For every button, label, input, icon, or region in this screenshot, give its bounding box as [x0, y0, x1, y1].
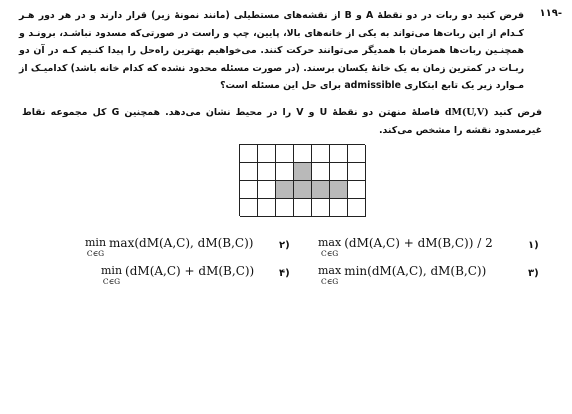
grid-cell	[312, 145, 330, 163]
grid-cell	[348, 199, 366, 217]
option-4-number: ۴)	[279, 268, 290, 279]
definition-suffix: فاصلهٔ منهتن دو نقطهٔ U و V را در محیط نشان می‌دهد. همچنین G کل مجموعه نقاط غیرمسدود نقشه را مشخص می‌کند.	[22, 107, 542, 136]
option-2[interactable]	[85, 237, 253, 258]
grid-cell	[240, 163, 258, 181]
grid-cell	[330, 199, 348, 217]
option-4[interactable]	[101, 265, 254, 286]
grid-cell	[348, 145, 366, 163]
definition-statement	[22, 104, 542, 139]
definition-prefix: فرض کنید	[493, 107, 543, 118]
option-3[interactable]	[318, 265, 486, 286]
option-1-number: ۱)	[528, 240, 539, 251]
manhattan-distance-symbol: dM(U,V)	[444, 107, 489, 118]
grid-cell	[258, 145, 276, 163]
map-grid	[239, 144, 365, 216]
grid-cell	[294, 199, 312, 217]
grid-cell	[276, 145, 294, 163]
grid-cell	[312, 199, 330, 217]
grid-cell	[330, 163, 348, 181]
option-3-number: ۳)	[528, 268, 539, 279]
grid-cell	[294, 145, 312, 163]
grid-cell	[348, 163, 366, 181]
grid-cell	[312, 163, 330, 181]
question-number: ۱۱۹-	[539, 8, 562, 19]
grid-cell-blocked	[312, 181, 330, 199]
grid-cell	[258, 163, 276, 181]
grid-cell	[276, 199, 294, 217]
grid-cell	[240, 199, 258, 217]
grid-cell-blocked	[330, 181, 348, 199]
grid-cell	[258, 181, 276, 199]
grid-cell-blocked	[294, 163, 312, 181]
grid-cell-blocked	[294, 181, 312, 199]
grid-cell-blocked	[276, 181, 294, 199]
option-4-expression: (dM(A,C) + dM(B,C))	[125, 264, 255, 278]
option-3-expression: min(dM(A,C), dM(B,C))	[344, 264, 487, 278]
grid-cell	[240, 145, 258, 163]
grid-cell	[276, 163, 294, 181]
option-2-expression: max(dM(A,C), dM(B,C))	[109, 236, 254, 250]
option-1-operator: max C∈G	[318, 236, 342, 258]
option-4-operator: min C∈G	[101, 264, 123, 286]
grid-cell	[348, 181, 366, 199]
option-1-expression: (dM(A,C) + dM(B,C)) / 2	[344, 236, 493, 250]
option-2-number: ۲)	[279, 240, 290, 251]
grid-cell	[330, 145, 348, 163]
problem-statement: فرض کنید دو ربات در دو نقطهٔ A و B از نقشه‌های مستطیلی (مانند نمونهٔ زیر) قرار دارند و در هر دور هـر کـدام از این ربات‌ها می‌تواند به یکی از خانه‌های بالا، پایین، چپ و راست در صورتی‌که مسدود نباشـد، برونـد و همچنـین ربات‌ها همزمان با همدیگر می‌توانند حرکت کنند. می‌خواهیم بهترین راه‌حل را پیدا کنـیم کـه در آن دو ربـات در کمترین زمان به یک خانهٔ یکسان برسند. (در صورت مسئله محدود نشده که کدام خانه باشد) کدامیـک از مـوارد زیر یک تابع ابتکاری admissible برای حل این مسئله است؟	[19, 10, 524, 91]
option-3-operator: max C∈G	[318, 264, 342, 286]
option-1[interactable]	[318, 237, 493, 258]
grid-cell	[258, 199, 276, 217]
grid-cell	[240, 181, 258, 199]
option-2-operator: min C∈G	[85, 236, 107, 258]
